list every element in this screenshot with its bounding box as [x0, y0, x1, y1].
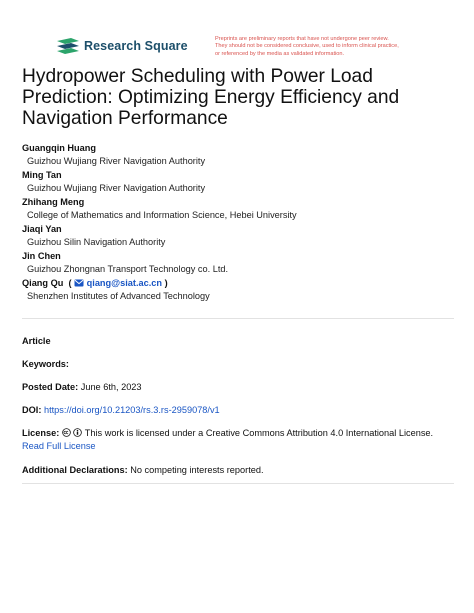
- additional-declarations: [22, 464, 456, 477]
- disclaimer-line: Preprints are preliminary reports that have not undergone peer review.: [215, 36, 389, 42]
- author-name[interactable]: Qiang Qu: [22, 278, 64, 288]
- license-label: License:: [22, 428, 60, 438]
- doi-label: DOI:: [22, 405, 42, 415]
- header: [57, 36, 454, 62]
- divider: [22, 318, 454, 319]
- author-name[interactable]: Jin Chen: [22, 251, 61, 261]
- disclaimer-line: or referenced by the media as validated information.: [215, 50, 345, 57]
- envelope-icon: [74, 279, 84, 287]
- author-name[interactable]: Zhihang Meng: [22, 197, 85, 207]
- author-affiliation: College of Mathematics and Information Science, Hebei University: [27, 210, 297, 220]
- research-square-logo[interactable]: [57, 38, 188, 54]
- author-entry: [22, 169, 452, 195]
- declarations-label: Additional Declarations:: [22, 465, 128, 475]
- author-list: [22, 142, 452, 304]
- author-name[interactable]: Jiaqi Yan: [22, 224, 62, 234]
- author-affiliation: Guizhou Wujiang River Navigation Authority: [27, 183, 206, 193]
- author-entry: [22, 142, 452, 168]
- brand-name: Research Square: [84, 39, 188, 53]
- author-affiliation: Guizhou Zhongnan Transport Technology co. Ltd.: [27, 264, 229, 274]
- author-email-link[interactable]: qiang@siat.ac.cn: [86, 278, 162, 288]
- cc-icon: [62, 428, 71, 437]
- author-entry: [22, 223, 452, 249]
- paren-close: ): [164, 278, 168, 288]
- paren-open: (: [65, 278, 72, 288]
- posted-date-value: June 6th, 2023: [80, 382, 142, 392]
- declarations-value: No competing interests reported.: [130, 465, 264, 475]
- author-name[interactable]: Ming Tan: [22, 170, 62, 180]
- doi: [22, 404, 456, 417]
- doi-link[interactable]: https://doi.org/10.21203/rs.3.rs-2959078/v1: [43, 405, 220, 415]
- disclaimer-line: They should not be considered conclusive, used to inform clinical practice,: [215, 43, 399, 50]
- divider: [22, 483, 454, 484]
- preprint-disclaimer: [215, 36, 455, 58]
- article-type: Article: [22, 336, 51, 346]
- license: [22, 427, 456, 453]
- posted-date: [22, 381, 456, 394]
- by-icon: [73, 428, 82, 437]
- corresponding-author: [22, 277, 452, 290]
- license-text: This work is licensed under a Creative Commons Attribution 4.0 International License.: [84, 428, 434, 438]
- posted-date-label: Posted Date:: [22, 382, 79, 392]
- keywords-label: Keywords:: [22, 359, 69, 369]
- research-square-logo-icon: [57, 38, 79, 54]
- author-entry: [22, 196, 452, 222]
- read-full-license-link[interactable]: Read Full License: [22, 441, 96, 451]
- author-affiliation: Shenzhen Institutes of Advanced Technology: [27, 291, 210, 301]
- author-entry: [22, 250, 452, 276]
- author-affiliation: Guizhou Silin Navigation Authority: [27, 237, 166, 247]
- author-name[interactable]: Guangqin Huang: [22, 143, 97, 153]
- paper-title: Hydropower Scheduling with Power Load Prediction: Optimizing Energy Efficiency and Navigation Performance: [22, 66, 400, 129]
- author-affiliation: Guizhou Wujiang River Navigation Authority: [27, 156, 206, 166]
- author-entry: [22, 277, 452, 303]
